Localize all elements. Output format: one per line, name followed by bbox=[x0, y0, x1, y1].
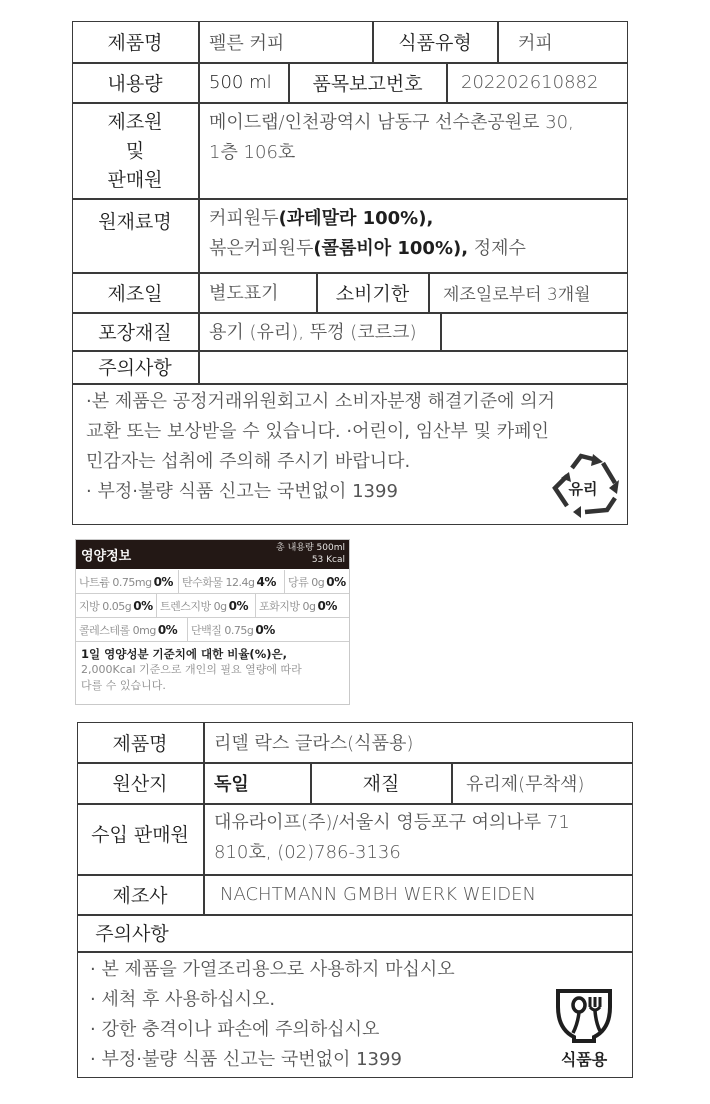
footnote-line: 다를 수 있습니다. bbox=[81, 679, 166, 692]
manufacturer-label-line: 및 bbox=[125, 139, 145, 162]
divider bbox=[72, 383, 628, 385]
nutrient-pct: 0% bbox=[157, 622, 178, 637]
ingredients-line-2 bbox=[209, 234, 526, 264]
divider bbox=[77, 951, 633, 953]
origin-value: 독일 bbox=[214, 773, 249, 795]
notice-line: · 본 제품을 가열조리용으로 사용하지 마십시오 bbox=[90, 959, 455, 980]
total-volume: 총 내용량 500ml bbox=[276, 543, 345, 553]
food-type-value: 커피 bbox=[518, 32, 553, 54]
nutrient-cholesterol bbox=[76, 618, 177, 641]
nutrient-pct: 0% bbox=[133, 598, 153, 613]
nutrient-pct: 0% bbox=[228, 598, 248, 613]
nutrition-panel bbox=[75, 539, 350, 705]
footnote-bold: 1일 영양성분 기준치에 대한 비율(%)은, bbox=[81, 647, 287, 661]
ingredient-text: 커피원두 bbox=[209, 208, 279, 229]
nutrient-protein bbox=[188, 618, 275, 641]
maker-value: NACHTMANN GMBH WERK WEIDEN bbox=[220, 883, 536, 905]
ingredient-origin: (과테말라 100%), bbox=[278, 208, 434, 229]
notice-line: 교환 또는 보상받을 수 있습니다. ·어린이, 임산부 및 카페인 bbox=[86, 421, 549, 442]
nutrient-name: 지방 0.05g bbox=[79, 599, 132, 613]
glass-caution-label: 주의사항 bbox=[95, 923, 169, 945]
nutrient-fat bbox=[76, 594, 153, 617]
nutrition-title: 영양정보 bbox=[81, 549, 132, 564]
nutrition-row bbox=[76, 594, 349, 618]
nutrient-name: 단백질 0.75g bbox=[191, 623, 254, 637]
svg-text:유리: 유리 bbox=[568, 480, 598, 498]
notice-line: · 세척 후 사용하십시오. bbox=[90, 989, 276, 1010]
nutrient-name: 콜레스테롤 0mg bbox=[79, 623, 156, 637]
volume-value: 500 ml bbox=[209, 71, 272, 93]
report-no-label: 품목보고번호 bbox=[312, 72, 423, 95]
maker-label: 제조사 bbox=[112, 884, 168, 907]
notice-line: ·본 제품은 공정거래위원회고시 소비자분쟁 해결기준에 의거 bbox=[86, 391, 556, 412]
product-name-value: 펠른 커피 bbox=[209, 32, 285, 54]
manufacturer-value-line: 1층 106호 bbox=[209, 142, 296, 163]
glass-product-name-label: 제품명 bbox=[112, 732, 168, 755]
nutrition-row bbox=[76, 570, 349, 594]
notice-line: 민감자는 섭취에 주의해 주시기 바랍니다. bbox=[86, 451, 411, 472]
nutrient-sodium bbox=[76, 570, 173, 593]
manufacturer-label bbox=[72, 104, 198, 198]
caution-label: 주의사항 bbox=[98, 357, 172, 379]
ingredients-value bbox=[199, 204, 627, 270]
expiry-value: 제조일로부터 3개월 bbox=[443, 284, 591, 305]
origin-label: 원산지 bbox=[112, 773, 168, 795]
importer-value bbox=[204, 808, 632, 872]
nutrition-row bbox=[76, 618, 349, 642]
food-grade-label: 식품용 bbox=[560, 1050, 608, 1069]
manufacturer-label-line: 판매원 bbox=[107, 168, 163, 191]
nutrient-name: 포화지방 0g bbox=[259, 599, 316, 613]
nutrient-name: 탄수화물 12.4g bbox=[182, 575, 255, 589]
nutrient-pct: 0% bbox=[326, 574, 346, 589]
food-grade-icon bbox=[552, 985, 616, 1071]
nutrient-name: 트렌스지방 0g bbox=[160, 599, 227, 613]
packaging-label: 포장재질 bbox=[98, 321, 172, 344]
nutrient-saturated-fat bbox=[256, 594, 337, 617]
importer-line: 대유라이프(주)/서울시 영등포구 여의나루 71 bbox=[214, 812, 570, 833]
nutrient-name: 당류 0g bbox=[288, 575, 325, 589]
ingredient-text: 볶은커피원두 bbox=[209, 238, 314, 259]
manufacturer-value-line: 메이드랩/인천광역시 남동구 선수촌공원로 30, bbox=[209, 112, 574, 133]
nutrient-name: 나트륨 0.75mg bbox=[79, 575, 152, 589]
recycle-glass-icon bbox=[545, 450, 625, 520]
mfg-date-value: 별도표기 bbox=[209, 283, 279, 304]
mfg-date-label: 제조일 bbox=[107, 282, 163, 305]
coffee-notice bbox=[86, 387, 555, 507]
nutrition-footnote bbox=[81, 646, 346, 694]
nutrient-pct: 0% bbox=[153, 574, 173, 589]
nutrient-trans-fat bbox=[157, 594, 248, 617]
divider bbox=[440, 312, 442, 350]
report-no-value: 202202610882 bbox=[461, 71, 599, 93]
ingredients-line-1 bbox=[209, 204, 433, 234]
glass-notice bbox=[90, 955, 455, 1075]
glass-product-name-value: 리델 락스 글라스(식품용) bbox=[214, 733, 414, 754]
footnote-line: 2,000Kcal 기준으로 개인의 필요 열량에 따라 bbox=[81, 663, 302, 676]
notice-line: · 강한 충격이나 파손에 주의하십시오 bbox=[90, 1019, 380, 1040]
ingredient-text: 정제수 bbox=[468, 238, 526, 259]
importer-line: 810호, (02)786-3136 bbox=[214, 842, 401, 863]
notice-line: · 부정·불량 식품 신고는 국번없이 1399 bbox=[90, 1049, 402, 1070]
importer-label: 수입 판매원 bbox=[91, 823, 189, 846]
food-type-label: 식품유형 bbox=[398, 32, 472, 54]
volume-label: 내용량 bbox=[107, 72, 163, 95]
notice-line: · 부정·불량 식품 신고는 국번없이 1399 bbox=[86, 481, 398, 502]
material-label: 재질 bbox=[362, 773, 400, 795]
manufacturer-value bbox=[199, 108, 627, 196]
nutrient-pct: 0% bbox=[255, 622, 275, 637]
nutrient-pct: 0% bbox=[317, 598, 337, 613]
ingredient-origin: (콜롬비아 100%), bbox=[313, 238, 469, 259]
nutrition-header bbox=[76, 540, 349, 569]
nutrient-pct: 4% bbox=[256, 574, 276, 589]
material-value: 유리제(무착색) bbox=[466, 773, 585, 795]
packaging-value: 용기 (유리), 뚜껑 (코르크) bbox=[209, 322, 417, 343]
total-kcal: 53 Kcal bbox=[311, 555, 345, 565]
ingredients-label: 원재료명 bbox=[98, 210, 172, 233]
manufacturer-label-line: 제조원 bbox=[107, 110, 163, 133]
product-name-label: 제품명 bbox=[107, 32, 163, 54]
expiry-label: 소비기한 bbox=[335, 282, 410, 305]
nutrient-sugar bbox=[285, 570, 346, 593]
nutrient-carbs bbox=[179, 570, 276, 593]
nutrition-total bbox=[276, 542, 345, 566]
